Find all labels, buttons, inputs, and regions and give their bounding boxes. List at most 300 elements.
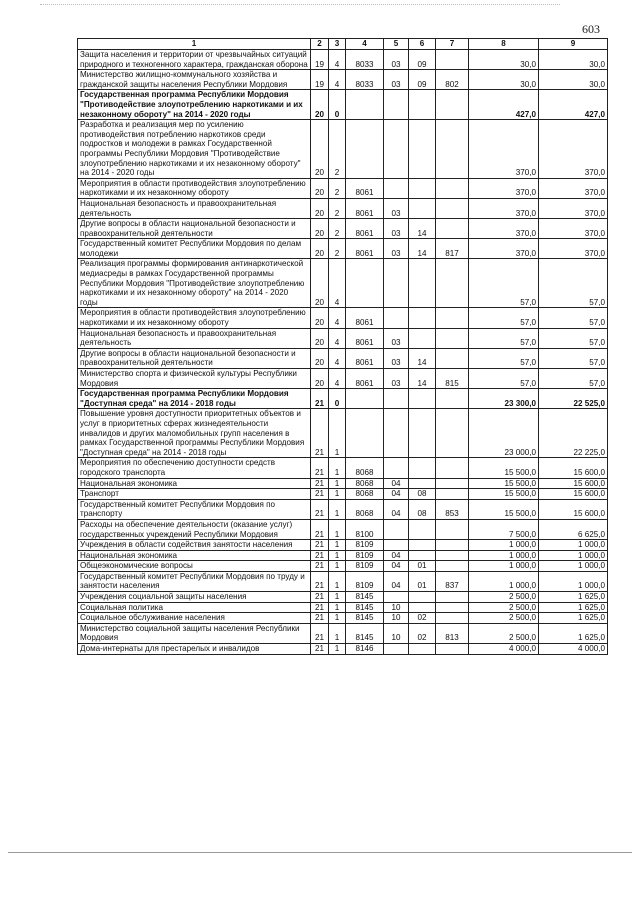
amount-cell: 15 600,0 — [539, 458, 608, 478]
amount-cell: 370,0 — [469, 239, 539, 259]
code-cell: 8068 — [346, 478, 384, 489]
code-cell: 8109 — [346, 571, 384, 591]
table-row — [78, 499, 608, 519]
amount-cell: 1 000,0 — [469, 550, 539, 561]
column-header: 1 — [78, 39, 311, 50]
table-row — [78, 239, 608, 259]
code-cell: 21 — [311, 644, 329, 655]
code-cell: 14 — [409, 219, 436, 239]
code-cell: 8109 — [346, 540, 384, 551]
code-cell — [384, 644, 409, 655]
table-row — [78, 571, 608, 591]
code-cell: 1 — [329, 409, 346, 458]
code-cell: 8033 — [346, 70, 384, 90]
table-row — [78, 519, 608, 539]
code-cell — [384, 592, 409, 603]
scan-edge-top — [40, 4, 560, 5]
amount-cell: 427,0 — [539, 90, 608, 120]
code-cell: 1 — [329, 458, 346, 478]
amount-cell: 57,0 — [539, 369, 608, 389]
amount-cell: 2 500,0 — [469, 613, 539, 624]
code-cell: 14 — [409, 369, 436, 389]
row-name-cell: Государственная программа Республики Мордовия "Противодействие злоупотреблению наркотиками и их незаконному обороту" на 2014 - 2020 годы — [78, 90, 311, 120]
code-cell: 14 — [409, 239, 436, 259]
code-cell: 8109 — [346, 561, 384, 572]
amount-cell: 370,0 — [539, 178, 608, 198]
code-cell: 1 — [329, 489, 346, 500]
code-cell: 04 — [384, 571, 409, 591]
table-row — [78, 644, 608, 655]
code-cell: 8061 — [346, 178, 384, 198]
code-cell: 03 — [384, 239, 409, 259]
table-row — [78, 178, 608, 198]
code-cell: 20 — [311, 308, 329, 328]
row-name-cell: Национальная безопасность и правоохранительная деятельность — [78, 198, 311, 218]
code-cell: 19 — [311, 70, 329, 90]
row-name-cell: Социальное обслуживание населения — [78, 613, 311, 624]
code-cell: 8068 — [346, 489, 384, 500]
row-name-cell: Мероприятия в области противодействия злоупотреблению наркотиками и их незаконному обороту — [78, 178, 311, 198]
code-cell: 8061 — [346, 239, 384, 259]
row-name-cell: Государственный комитет Республики Мордовия по транспорту — [78, 499, 311, 519]
code-cell — [436, 308, 469, 328]
page-number: 603 — [582, 22, 600, 36]
table-row — [78, 70, 608, 90]
code-cell: 21 — [311, 623, 329, 643]
row-name-cell: Министерство спорта и физической культуры Республики Мордовия — [78, 369, 311, 389]
amount-cell: 15 600,0 — [539, 489, 608, 500]
code-cell: 21 — [311, 550, 329, 561]
code-cell: 21 — [311, 389, 329, 409]
table-row — [78, 613, 608, 624]
code-cell — [436, 519, 469, 539]
code-cell — [409, 592, 436, 603]
code-cell: 1 — [329, 623, 346, 643]
code-cell — [409, 90, 436, 120]
code-cell: 02 — [409, 613, 436, 624]
code-cell — [409, 458, 436, 478]
code-cell: 8061 — [346, 219, 384, 239]
amount-cell: 57,0 — [539, 259, 608, 308]
amount-cell: 370,0 — [539, 120, 608, 179]
code-cell — [346, 389, 384, 409]
row-name-cell: Государственная программа Республики Мордовия "Доступная среда" на 2014 - 2018 годы — [78, 389, 311, 409]
amount-cell: 1 625,0 — [539, 613, 608, 624]
code-cell — [384, 519, 409, 539]
code-cell — [346, 259, 384, 308]
code-cell: 20 — [311, 259, 329, 308]
code-cell: 20 — [311, 198, 329, 218]
code-cell — [436, 219, 469, 239]
code-cell: 1 — [329, 540, 346, 551]
amount-cell: 57,0 — [469, 369, 539, 389]
code-cell: 2 — [329, 239, 346, 259]
row-name-cell: Мероприятия по обеспечению доступности средств городского транспорта — [78, 458, 311, 478]
code-cell: 8109 — [346, 550, 384, 561]
amount-cell: 23 300,0 — [469, 389, 539, 409]
code-cell: 20 — [311, 239, 329, 259]
amount-cell: 57,0 — [539, 328, 608, 348]
code-cell — [436, 348, 469, 368]
code-cell: 8061 — [346, 198, 384, 218]
amount-cell: 1 625,0 — [539, 602, 608, 613]
code-cell: 20 — [311, 120, 329, 179]
code-cell: 10 — [384, 602, 409, 613]
amount-cell: 427,0 — [469, 90, 539, 120]
code-cell: 2 — [329, 178, 346, 198]
code-cell: 10 — [384, 613, 409, 624]
code-cell — [384, 409, 409, 458]
code-cell: 1 — [329, 499, 346, 519]
code-cell: 04 — [384, 561, 409, 572]
code-cell: 21 — [311, 602, 329, 613]
table-row — [78, 561, 608, 572]
code-cell — [409, 120, 436, 179]
code-cell: 04 — [384, 550, 409, 561]
table-row — [78, 328, 608, 348]
amount-cell: 15 500,0 — [469, 499, 539, 519]
code-cell: 03 — [384, 348, 409, 368]
amount-cell: 370,0 — [539, 239, 608, 259]
row-name-cell: Национальная экономика — [78, 550, 311, 561]
code-cell: 03 — [384, 219, 409, 239]
code-cell: 8061 — [346, 328, 384, 348]
code-cell — [436, 120, 469, 179]
code-cell: 09 — [409, 50, 436, 70]
code-cell: 21 — [311, 409, 329, 458]
code-cell — [436, 50, 469, 70]
code-cell — [436, 489, 469, 500]
table-row — [78, 120, 608, 179]
code-cell — [384, 458, 409, 478]
row-name-cell: Транспорт — [78, 489, 311, 500]
code-cell: 03 — [384, 70, 409, 90]
table-row — [78, 540, 608, 551]
amount-cell: 1 000,0 — [539, 550, 608, 561]
column-header: 3 — [329, 39, 346, 50]
code-cell — [436, 478, 469, 489]
code-cell: 14 — [409, 348, 436, 368]
code-cell — [384, 120, 409, 179]
code-cell: 03 — [384, 50, 409, 70]
row-name-cell: Другие вопросы в области национальной безопасности и правоохранительной деятельности — [78, 348, 311, 368]
table-row — [78, 602, 608, 613]
code-cell: 837 — [436, 571, 469, 591]
code-cell — [409, 308, 436, 328]
code-cell: 03 — [384, 328, 409, 348]
code-cell — [436, 389, 469, 409]
table-row — [78, 198, 608, 218]
code-cell: 8061 — [346, 369, 384, 389]
scan-edge-bottom — [8, 852, 632, 853]
table-row — [78, 259, 608, 308]
code-cell: 8068 — [346, 499, 384, 519]
code-cell: 21 — [311, 561, 329, 572]
code-cell — [436, 409, 469, 458]
amount-cell: 30,0 — [469, 50, 539, 70]
amount-cell: 370,0 — [539, 198, 608, 218]
amount-cell: 57,0 — [469, 348, 539, 368]
code-cell: 01 — [409, 561, 436, 572]
amount-cell: 2 500,0 — [469, 592, 539, 603]
code-cell: 09 — [409, 70, 436, 90]
table-header-row — [78, 39, 608, 50]
amount-cell: 57,0 — [469, 259, 539, 308]
amount-cell: 1 000,0 — [539, 561, 608, 572]
code-cell: 21 — [311, 458, 329, 478]
amount-cell: 1 625,0 — [539, 592, 608, 603]
code-cell: 08 — [409, 499, 436, 519]
code-cell — [384, 178, 409, 198]
amount-cell: 57,0 — [469, 308, 539, 328]
amount-cell: 370,0 — [469, 219, 539, 239]
code-cell: 813 — [436, 623, 469, 643]
code-cell: 1 — [329, 561, 346, 572]
code-cell: 02 — [409, 623, 436, 643]
row-name-cell: Национальная экономика — [78, 478, 311, 489]
code-cell — [384, 540, 409, 551]
code-cell: 1 — [329, 644, 346, 655]
table-row — [78, 50, 608, 70]
code-cell: 4 — [329, 70, 346, 90]
code-cell — [384, 389, 409, 409]
table-row — [78, 348, 608, 368]
amount-cell: 7 500,0 — [469, 519, 539, 539]
amount-cell: 370,0 — [469, 178, 539, 198]
code-cell: 8061 — [346, 348, 384, 368]
code-cell — [409, 540, 436, 551]
code-cell — [436, 458, 469, 478]
code-cell — [436, 540, 469, 551]
code-cell — [436, 90, 469, 120]
code-cell: 2 — [329, 198, 346, 218]
table-row — [78, 389, 608, 409]
row-name-cell: Защита населения и территории от чрезвычайных ситуаций природного и техногенного характера, гражданская оборона — [78, 50, 311, 70]
code-cell: 8145 — [346, 592, 384, 603]
row-name-cell: Государственный комитет Республики Мордовия по делам молодежи — [78, 239, 311, 259]
code-cell — [409, 389, 436, 409]
amount-cell: 23 000,0 — [469, 409, 539, 458]
code-cell: 815 — [436, 369, 469, 389]
code-cell: 01 — [409, 571, 436, 591]
row-name-cell: Учреждения социальной защиты населения — [78, 592, 311, 603]
row-name-cell: Дома-интернаты для престарелых и инвалидов — [78, 644, 311, 655]
code-cell — [436, 178, 469, 198]
table-row — [78, 592, 608, 603]
amount-cell: 57,0 — [469, 328, 539, 348]
table-row — [78, 458, 608, 478]
code-cell: 20 — [311, 328, 329, 348]
row-name-cell: Другие вопросы в области национальной безопасности и правоохранительной деятельности — [78, 219, 311, 239]
code-cell — [384, 90, 409, 120]
amount-cell: 22 225,0 — [539, 409, 608, 458]
row-name-cell: Учреждения в области содействия занятости населения — [78, 540, 311, 551]
amount-cell: 57,0 — [539, 308, 608, 328]
code-cell: 8145 — [346, 613, 384, 624]
row-name-cell: Повышение уровня доступности приоритетных объектов и услуг в приоритетных сферах жизнедеятельности инвалидов и других маломобильных групп населения в рамках Государственной программы Республики Мордовия "Доступная среда" на 2014 - 2018 годы — [78, 409, 311, 458]
code-cell: 08 — [409, 489, 436, 500]
code-cell — [436, 561, 469, 572]
amount-cell: 1 625,0 — [539, 623, 608, 643]
code-cell: 1 — [329, 550, 346, 561]
code-cell: 8145 — [346, 602, 384, 613]
code-cell: 19 — [311, 50, 329, 70]
column-header: 5 — [384, 39, 409, 50]
table-row — [78, 369, 608, 389]
row-name-cell: Общеэкономические вопросы — [78, 561, 311, 572]
table-row — [78, 409, 608, 458]
code-cell: 21 — [311, 571, 329, 591]
code-cell — [409, 328, 436, 348]
code-cell: 20 — [311, 348, 329, 368]
table-row — [78, 550, 608, 561]
code-cell — [346, 90, 384, 120]
code-cell: 853 — [436, 499, 469, 519]
code-cell — [409, 550, 436, 561]
code-cell: 4 — [329, 328, 346, 348]
row-name-cell: Реализация программы формирования антинаркотической медиасреды в рамках Государственной программы Республики Мордовия "Противодействие злоупотреблению наркотиками и их незаконному обороту" на 2014 - 2020 годы — [78, 259, 311, 308]
code-cell: 21 — [311, 592, 329, 603]
code-cell — [346, 120, 384, 179]
code-cell: 04 — [384, 489, 409, 500]
table-row — [78, 90, 608, 120]
amount-cell: 57,0 — [539, 348, 608, 368]
amount-cell: 30,0 — [469, 70, 539, 90]
code-cell — [409, 409, 436, 458]
code-cell — [436, 602, 469, 613]
code-cell — [346, 409, 384, 458]
row-name-cell: Государственный комитет Республики Мордовия по труду и занятости населения — [78, 571, 311, 591]
code-cell: 04 — [384, 499, 409, 519]
code-cell: 8145 — [346, 623, 384, 643]
code-cell: 817 — [436, 239, 469, 259]
code-cell: 04 — [384, 478, 409, 489]
code-cell — [436, 198, 469, 218]
code-cell: 1 — [329, 613, 346, 624]
code-cell: 1 — [329, 571, 346, 591]
amount-cell: 370,0 — [469, 120, 539, 179]
column-header: 7 — [436, 39, 469, 50]
amount-cell: 30,0 — [539, 70, 608, 90]
code-cell — [384, 259, 409, 308]
code-cell: 20 — [311, 369, 329, 389]
code-cell — [409, 178, 436, 198]
row-name-cell: Мероприятия в области противодействия злоупотреблению наркотиками и их незаконному обороту — [78, 308, 311, 328]
code-cell: 2 — [329, 219, 346, 239]
table-row — [78, 219, 608, 239]
column-header: 4 — [346, 39, 384, 50]
code-cell: 21 — [311, 613, 329, 624]
code-cell: 21 — [311, 499, 329, 519]
code-cell: 21 — [311, 478, 329, 489]
amount-cell: 370,0 — [539, 219, 608, 239]
amount-cell: 4 000,0 — [469, 644, 539, 655]
code-cell: 21 — [311, 489, 329, 500]
code-cell: 20 — [311, 219, 329, 239]
code-cell: 8061 — [346, 308, 384, 328]
code-cell — [436, 592, 469, 603]
table-row — [78, 489, 608, 500]
amount-cell: 15 600,0 — [539, 499, 608, 519]
amount-cell: 1 000,0 — [469, 571, 539, 591]
code-cell — [409, 644, 436, 655]
code-cell: 802 — [436, 70, 469, 90]
code-cell: 8033 — [346, 50, 384, 70]
amount-cell: 1 000,0 — [469, 540, 539, 551]
amount-cell: 2 500,0 — [469, 602, 539, 613]
amount-cell: 1 000,0 — [469, 561, 539, 572]
column-header: 2 — [311, 39, 329, 50]
code-cell: 21 — [311, 519, 329, 539]
table-row — [78, 308, 608, 328]
table-body — [78, 50, 608, 655]
row-name-cell: Министерство жилищно-коммунального хозяйства и гражданской защиты населения Республики Мордовия — [78, 70, 311, 90]
table-row — [78, 623, 608, 643]
code-cell: 8068 — [346, 458, 384, 478]
table-row — [78, 478, 608, 489]
code-cell — [409, 519, 436, 539]
row-name-cell: Расходы на обеспечение деятельности (оказание услуг) государственных учреждений Республики Мордовия — [78, 519, 311, 539]
code-cell: 1 — [329, 519, 346, 539]
amount-cell: 30,0 — [539, 50, 608, 70]
amount-cell: 15 500,0 — [469, 478, 539, 489]
code-cell: 1 — [329, 478, 346, 489]
code-cell: 20 — [311, 90, 329, 120]
code-cell: 0 — [329, 90, 346, 120]
code-cell — [436, 259, 469, 308]
code-cell: 2 — [329, 120, 346, 179]
amount-cell: 15 500,0 — [469, 489, 539, 500]
code-cell: 8146 — [346, 644, 384, 655]
code-cell — [409, 602, 436, 613]
amount-cell: 1 000,0 — [539, 571, 608, 591]
code-cell — [384, 308, 409, 328]
amount-cell: 1 000,0 — [539, 540, 608, 551]
code-cell — [436, 550, 469, 561]
code-cell: 4 — [329, 259, 346, 308]
row-name-cell: Разработка и реализация мер по усилению противодействия потреблению наркотиков среди подростков и молодежи в рамках Государственной программы Республики Мордовия "Противодействие злоупотреблению наркотиками и их незаконному обороту" на 2014 - 2020 годы — [78, 120, 311, 179]
column-header: 9 — [539, 39, 608, 50]
column-header: 8 — [469, 39, 539, 50]
code-cell: 10 — [384, 623, 409, 643]
code-cell: 0 — [329, 389, 346, 409]
row-name-cell: Министерство социальной защиты населения Республики Мордовия — [78, 623, 311, 643]
amount-cell: 4 000,0 — [539, 644, 608, 655]
code-cell: 4 — [329, 308, 346, 328]
code-cell: 03 — [384, 198, 409, 218]
code-cell — [409, 478, 436, 489]
row-name-cell: Национальная безопасность и правоохранительная деятельность — [78, 328, 311, 348]
code-cell — [436, 613, 469, 624]
code-cell — [436, 644, 469, 655]
code-cell — [436, 328, 469, 348]
code-cell: 4 — [329, 50, 346, 70]
row-name-cell: Социальная политика — [78, 602, 311, 613]
column-header: 6 — [409, 39, 436, 50]
code-cell: 1 — [329, 602, 346, 613]
code-cell — [409, 198, 436, 218]
code-cell: 20 — [311, 178, 329, 198]
budget-table — [77, 38, 608, 655]
amount-cell: 6 625,0 — [539, 519, 608, 539]
amount-cell: 22 525,0 — [539, 389, 608, 409]
code-cell: 8100 — [346, 519, 384, 539]
amount-cell: 15 600,0 — [539, 478, 608, 489]
code-cell: 4 — [329, 348, 346, 368]
amount-cell: 15 500,0 — [469, 458, 539, 478]
amount-cell: 2 500,0 — [469, 623, 539, 643]
code-cell: 21 — [311, 540, 329, 551]
